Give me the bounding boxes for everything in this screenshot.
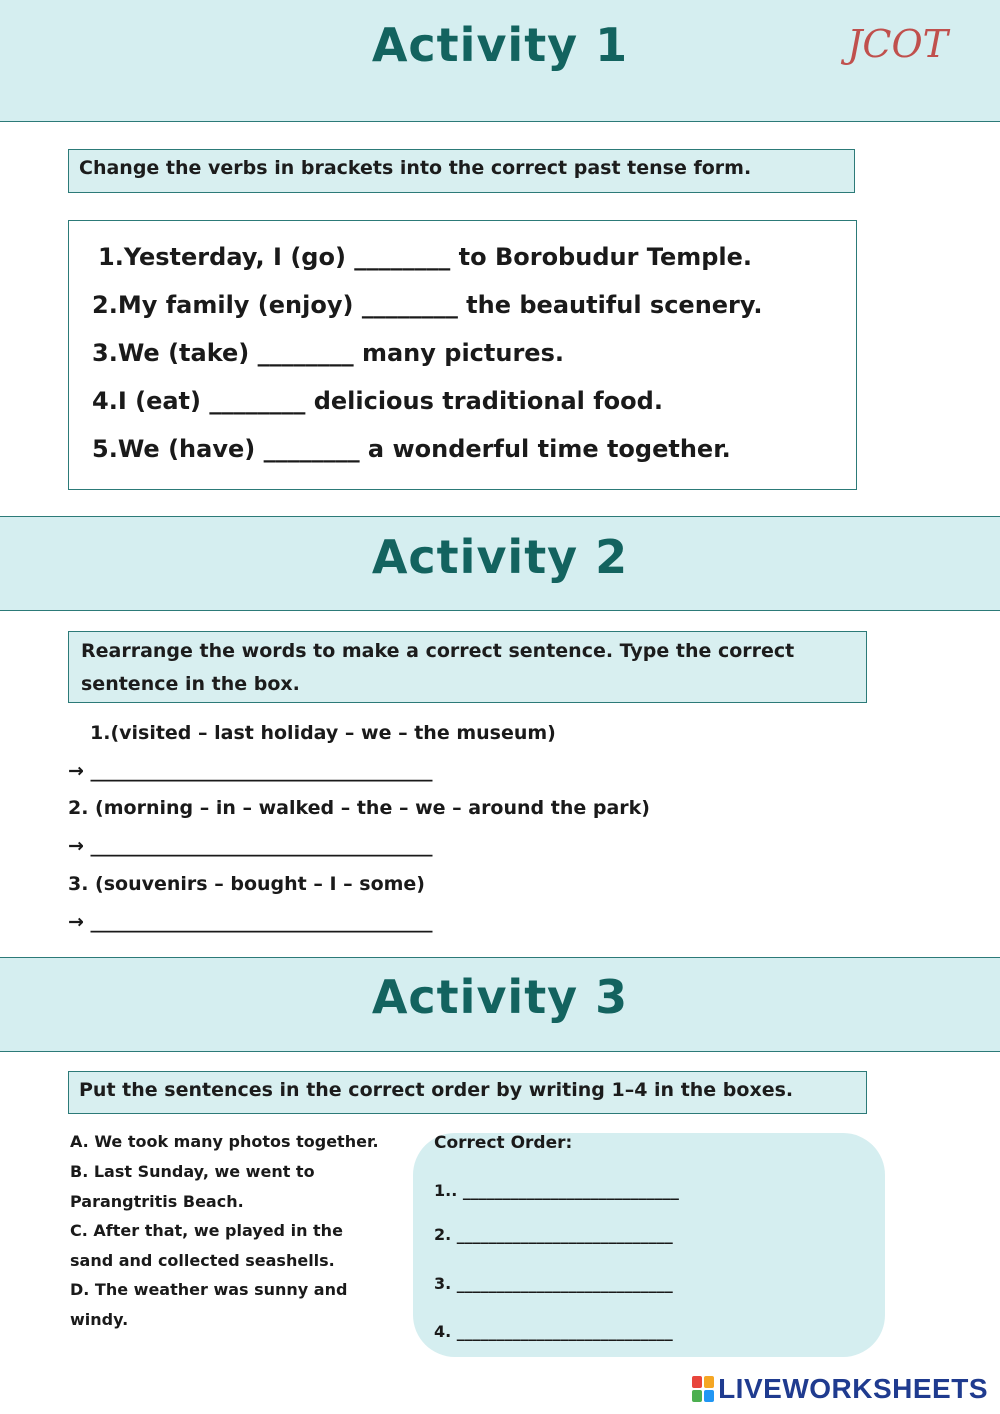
activity3-sentence-c: C. After that, we played in the — [70, 1221, 343, 1240]
liveworksheets-logo — [692, 1373, 988, 1405]
activity2-prompt-3: 3. (souvenirs – bought – I – some) — [68, 873, 425, 895]
activity3-title: Activity 3 — [371, 970, 629, 1024]
activity1-title: Activity 1 — [371, 18, 629, 72]
activity3-sentence-b: B. Last Sunday, we went to — [70, 1162, 315, 1181]
activity2-answer-2[interactable]: → ____________________________________ — [68, 835, 433, 857]
activity2-instruction-line2: sentence in the box. — [81, 673, 300, 695]
liveworksheets-logo-icon — [692, 1376, 714, 1402]
activity2-title: Activity 2 — [371, 530, 629, 584]
activity3-sentence-c-cont: sand and collected seashells. — [70, 1251, 335, 1270]
liveworksheets-logo-text: LIVEWORKSHEETS — [718, 1373, 988, 1404]
activity2-prompt-1: 1.(visited – last holiday – we – the museum) — [90, 722, 556, 744]
order-answer-4[interactable]: 4. ___________________________ — [434, 1322, 673, 1341]
brand-mark: JCOT — [847, 22, 948, 66]
order-answer-1[interactable]: 1.. ___________________________ — [434, 1181, 679, 1200]
correct-order-title: Correct Order: — [434, 1133, 573, 1153]
activity2-instruction — [68, 631, 867, 703]
activity3-instruction: Put the sentences in the correct order by writing 1–4 in the boxes. — [68, 1071, 867, 1114]
activity3-sentence-b-cont: Parangtritis Beach. — [70, 1192, 244, 1211]
activity1-item-1: 1.Yesterday, I (go) ________ to Borobudur Temple. — [98, 243, 753, 271]
activity1-instruction: Change the verbs in brackets into the correct past tense form. — [68, 149, 855, 193]
order-answer-2[interactable]: 2. ___________________________ — [434, 1225, 673, 1244]
activity3-sentence-a: A. We took many photos together. — [70, 1132, 379, 1151]
activity2-answer-1[interactable]: → ____________________________________ — [68, 760, 433, 782]
activity2-instruction-line1: Rearrange the words to make a correct sentence. Type the correct — [81, 640, 795, 662]
activity3-sentence-d: D. The weather was sunny and — [70, 1280, 348, 1299]
activity2-answer-3[interactable]: → ____________________________________ — [68, 911, 433, 933]
activity1-item-2: 2.My family (enjoy) ________ the beautiful scenery. — [92, 291, 763, 319]
activity3-sentence-d-cont: windy. — [70, 1310, 129, 1329]
order-answer-3[interactable]: 3. ___________________________ — [434, 1274, 673, 1293]
activity1-item-4: 4.I (eat) ________ delicious traditional food. — [92, 387, 663, 415]
activity1-item-5: 5.We (have) ________ a wonderful time together. — [92, 435, 731, 463]
activity2-prompt-2: 2. (morning – in – walked – the – we – around the park) — [68, 797, 650, 819]
activity1-item-3: 3.We (take) ________ many pictures. — [92, 339, 564, 367]
